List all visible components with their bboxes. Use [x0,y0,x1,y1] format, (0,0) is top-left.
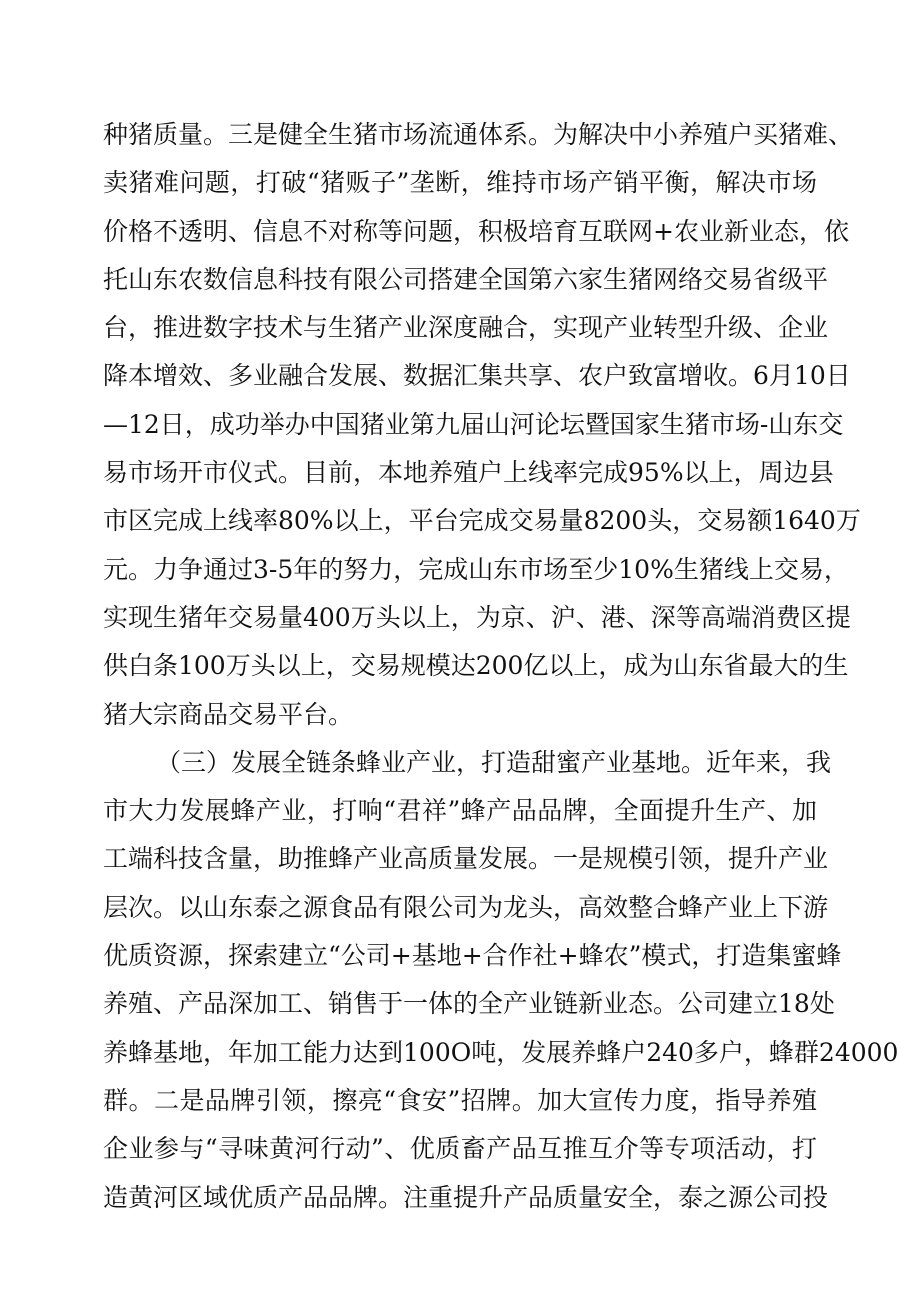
text-line: 养殖、产品深加工、销售于一体的全产业链新业态。公司建立18处 [103,989,835,1019]
text-line: 猪大宗商品交易平台。 [103,699,354,729]
text-line: —12日，成功举办中国猪业第九届山河论坛暨国家生猪市场-山东交 [103,409,844,439]
text-line: 优质资源，探索建立“公司+基地+合作社+蜂农”模式，打造集蜜蜂 [103,941,842,971]
text-line: 实现生猪年交易量400万头以上，为京、沪、港、深等高端消费区提 [103,602,851,632]
text-line: 工端科技含量，助推蜂产业高质量发展。一是规模引领，提升产业 [103,844,829,874]
text-line: 种猪质量。三是健全生猪市场流通体系。为解决中小养殖户买猪难、 [103,120,854,149]
document-body [103,111,899,1222]
text-line: 价格不透明、信息不对称等问题，积极培育互联网+农业新业态，依 [103,216,849,246]
text-line: 易市场开市仪式。目前，本地养殖户上线率完成95%以上，周边县 [103,458,834,488]
text-line: 卖猪难问题，打破“猪贩子”垄断，维持市场产销平衡，解决市场 [103,168,817,198]
section-heading-line: （三）发展全链条蜂业产业，打造甜蜜产业基地。近年来，我 [156,747,832,777]
text-line: 市区完成上线率80%以上，平台完成交易量8200头，交易额1640万 [103,506,861,536]
text-line: 群。二是品牌引领，擦亮“食安”招牌。加大宣传力度，指导养殖 [103,1085,817,1115]
text-line: 造黄河区域优质产品品牌。注重提升产品质量安全，泰之源公司投 [103,1182,829,1212]
text-line: 市大力发展蜂产业，打响“君祥”蜂产品品牌，全面提升生产、加 [103,796,817,826]
text-line: 供白条100万头以上，交易规模达200亿以上，成为山东省最大的生 [103,651,849,681]
text-line: 养蜂基地，年加工能力达到100O吨，发展养蜂户240多户，蜂群24000 [103,1037,899,1067]
text-line: 降本增效、多业融合发展、数据汇集共享、农户致富增收。6月10日 [103,361,851,391]
text-line: 台，推进数字技术与生猪产业深度融合，实现产业转型升级、企业 [103,313,829,343]
text-line: 层次。以山东泰之源食品有限公司为龙头，高效整合蜂产业上下游 [103,892,829,922]
text-line: 企业参与“寻味黄河行动”、优质畜产品互推互介等专项活动，打 [103,1134,817,1164]
text-line: 元。力争通过3-5年的努力，完成山东市场至少10%生猪线上交易， [103,554,849,584]
text-line: 托山东农数信息科技有限公司搭建全国第六家生猪网络交易省级平 [103,264,829,294]
